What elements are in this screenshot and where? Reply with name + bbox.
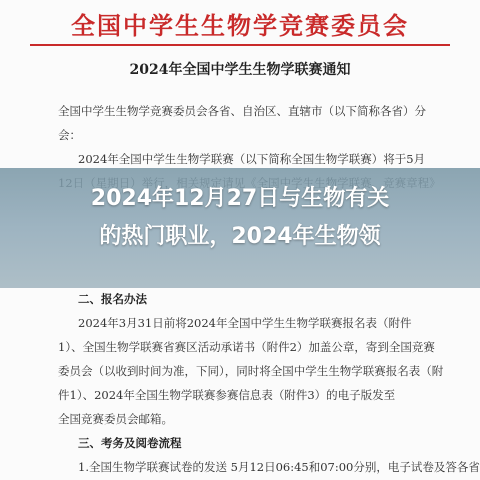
paragraph-line: 件1）、2024年全国生物学联赛参赛信息表（附件3）的电子版发至 [58,388,396,402]
section-heading: 二、报名办法 [78,292,147,306]
headline-line-2: 的热门职业，2024年生物领 [99,224,381,249]
paragraph-line: 2024年全国中学生生物学联赛（以下简称全国生物学联赛）将于5月 [78,152,426,166]
header-divider [30,44,450,46]
paragraph-line: 1）、全国生物学联赛省赛区活动承诺书（附件2）加盖公章，寄到全国竞赛 [58,340,435,354]
paragraph-line: 1.全国生物学联赛试卷的发送 5月12日06:45和07:00分别，电子试卷及答各省 [78,460,480,474]
headline-line-1: 2024年12月27日与生物有关 [90,186,390,211]
document-title: 2024年全国中学生生物学联赛通知 [129,62,351,78]
paragraph-line: 全国竞赛委员会邮箱。 [58,412,173,426]
paragraph-line: 委员会（以收到时间为准，下同），同时将全国中学生生物学联赛报名表（附 [58,364,444,378]
organization-header: 全国中学生生物学竞赛委员会 [71,11,409,40]
headline-overlay [0,180,480,256]
section-heading: 三、考务及阅卷流程 [78,436,182,450]
paragraph-line: 全国中学生生物学竞赛委员会各省、自治区、直辖市（以下简称各省）分 [58,104,426,118]
paragraph-line: 2024年3月31日前将2024年全国中学生生物学联赛报名表（附件 [78,316,412,330]
paragraph-line: 会： [58,128,81,142]
